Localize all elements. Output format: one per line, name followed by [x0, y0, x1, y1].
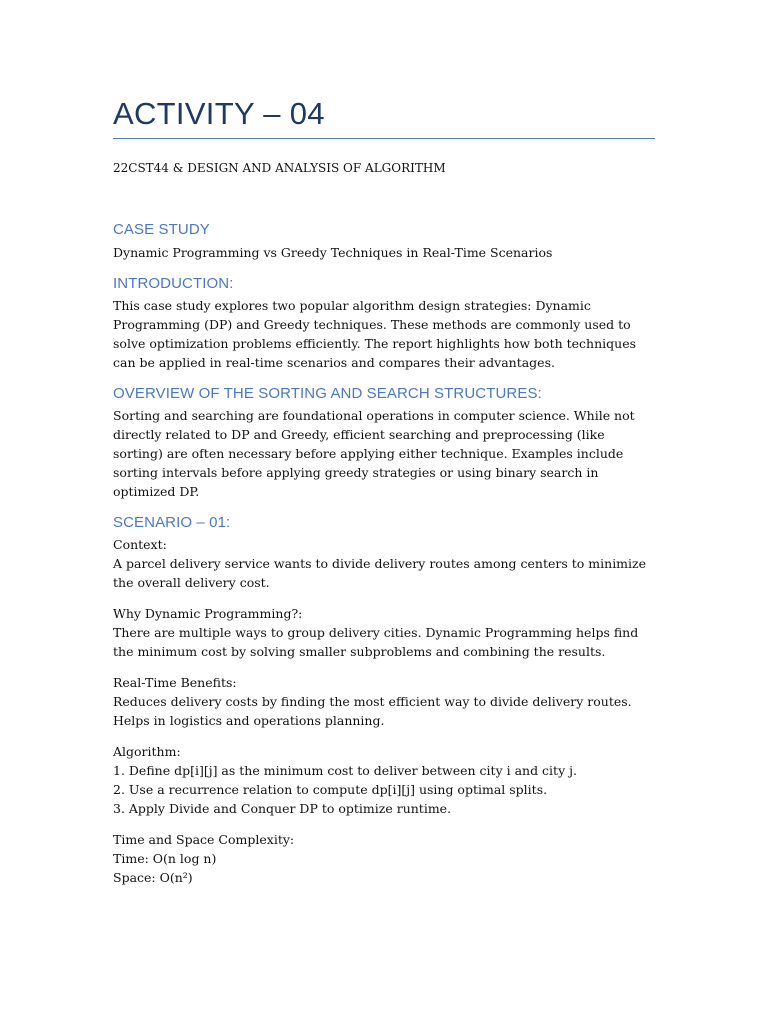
scenario-heading: SCENARIO – 01:	[113, 514, 231, 531]
benefits-label: Real-Time Benefits:	[113, 675, 237, 690]
context-label: Context:	[113, 537, 167, 552]
algorithm-step: 3. Apply Divide and Conquer DP to optimize runtime.	[113, 801, 452, 816]
title-divider	[113, 138, 655, 139]
introduction-heading: INTRODUCTION:	[113, 275, 234, 292]
context-text: A parcel delivery service wants to divide delivery routes among centers to minimize the overall delivery cost.	[113, 556, 647, 590]
why-dp-text: There are multiple ways to group delivery cities. Dynamic Programming helps find the minimum cost by solving smaller subproblems and combining the results.	[113, 625, 639, 659]
introduction-text: This case study explores two popular algorithm design strategies: Dynamic Programming (DP) and Greedy techniques. These methods are commonly used to solve optimization problems efficiently. The report highlights how both techniques can be applied in real-time scenarios and compares their advantages.	[113, 298, 637, 370]
overview-text: Sorting and searching are foundational operations in computer science. While not directly related to DP and Greedy, efficient searching and preprocessing (like sorting) are often necessary before applying either technique. Examples include sorting intervals before applying greedy strategies or using binary search in optimized DP.	[113, 408, 635, 499]
case-study-text: Dynamic Programming vs Greedy Techniques in Real-Time Scenarios	[113, 245, 553, 260]
overview-heading: OVERVIEW OF THE SORTING AND SEARCH STRUCTURES:	[113, 385, 542, 402]
algorithm-label: Algorithm:	[113, 744, 181, 759]
page-title: ACTIVITY – 04	[113, 96, 325, 131]
time-complexity: Time: O(n log n)	[113, 851, 217, 866]
why-dp-label: Why Dynamic Programming?:	[113, 606, 303, 621]
benefits-text: Reduces delivery costs by finding the most efficient way to divide delivery routes. Helps in logistics and operations planning.	[113, 694, 632, 728]
document-content	[113, 92, 658, 887]
case-study-heading: CASE STUDY	[113, 221, 210, 238]
course-subject: 22CST44 & DESIGN AND ANALYSIS OF ALGORITHM	[113, 161, 446, 175]
algorithm-step: 2. Use a recurrence relation to compute dp[i][j] using optimal splits.	[113, 782, 548, 797]
complexity-label: Time and Space Complexity:	[113, 832, 295, 847]
algorithm-step: 1. Define dp[i][j] as the minimum cost to deliver between city i and city j.	[113, 763, 577, 778]
space-complexity: Space: O(n²)	[113, 870, 193, 885]
